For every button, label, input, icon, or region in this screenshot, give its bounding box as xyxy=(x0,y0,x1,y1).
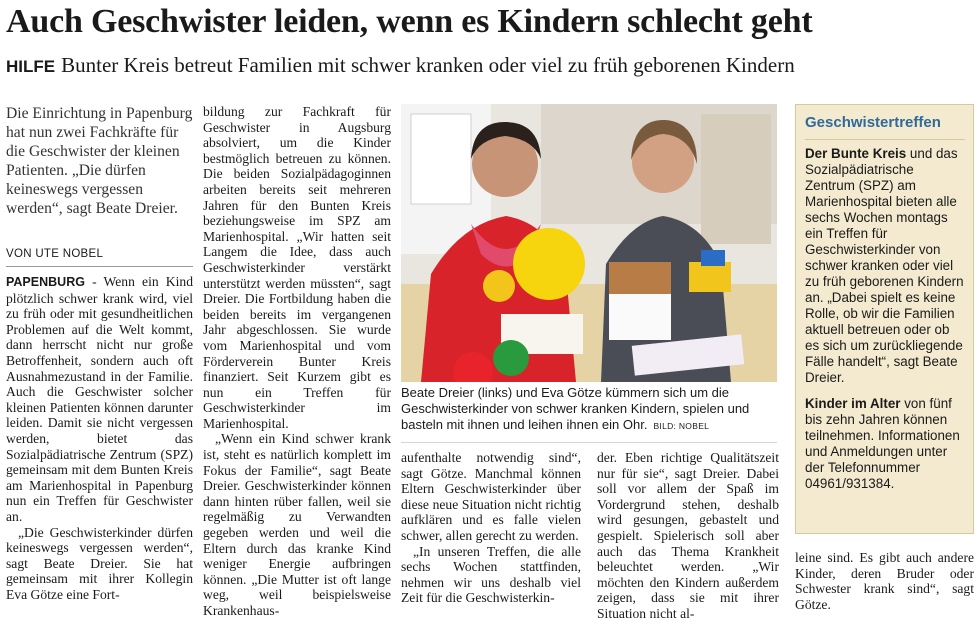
info-box xyxy=(795,104,974,534)
article-column-4 xyxy=(597,450,779,622)
intro-text: Die Einrichtung in Papenburg hat nun zwei Fachkräfte für die Geschwister der kleinen Patienten. „Die dürfen keineswegs vergessen werden“, sagt Beate Dreier. xyxy=(6,105,193,217)
info-box-lead-1: Der Bunte Kreis xyxy=(805,146,907,161)
article-column-5 xyxy=(795,550,974,612)
col3-paragraph-2: „In unseren Treffen, die alle sechs Wochen stattfinden, nehmen wir uns deshalb viel Zeit für die Geschwisterkin- xyxy=(401,543,581,606)
col3-paragraph-1: aufenthalte notwendig sind“, sagt Götze. Manchmal können Eltern Geschwisterkinder über diese neue Situation nicht richtig aufklären und es falle vielen schwer, allen gerecht zu werden. xyxy=(401,450,581,543)
info-box-text-2: von fünf bis zehn Jahren können teilnehmen. Informationen und Anmeldungen unter der Telefonnummer 04961/931384. xyxy=(805,396,960,491)
info-box-text-1: und das Sozialpädiatrische Zentrum (SPZ) am Marienhospital bieten alle sechs Wochen montags ein Treffen für Geschwisterkinder von schwer kranken oder viel zu früh geborenen Kindern an. „Dabei spielt es keine Rolle, ob wir die Familien aktuell betreuen oder ob es sich um zurückliegende Fälle handelt“, sagt Beate Dreier. xyxy=(805,146,964,385)
col2-paragraph-2: „Wenn ein Kind schwer krank ist, steht es natürlich komplett im Fokus der Familie“, sagt Beate Dreier. Geschwisterkinder können dann hinten rüber fallen, weil sie regelmäßig zu Verwandten gegeben werden und weil die Eltern durch das kranke Kind weniger Energie aufbringen können. „Die Mutter ist oft lange weg, weil beispielsweise Krankenhaus- xyxy=(203,431,391,618)
info-box-title: Geschwistertreffen xyxy=(805,115,965,140)
dateline: PAPENBURG xyxy=(6,275,85,289)
caption-divider xyxy=(401,442,777,443)
article-column-2 xyxy=(203,104,391,619)
subheadline-text: Bunter Kreis betreut Familien mit schwer kranken oder viel zu früh geborenen Kindern xyxy=(61,53,795,77)
article-photo xyxy=(401,104,777,382)
photo-illustration xyxy=(401,104,777,382)
info-box-lead-2: Kinder im Alter xyxy=(805,396,901,411)
photo-credit: BILD: NOBEL xyxy=(653,421,710,431)
caption-text: Beate Dreier (links) und Eva Götze kümmern sich um die Geschwisterkinder von schwer kranken Kindern, spielen und basteln mit ihnen und leihen ihnen ein Ohr. xyxy=(401,385,750,432)
col1-paragraph-1: - Wenn ein Kind plötzlich schwer krank wird, viel zu früh oder mit gesundheitlichen Problemen auf die Welt kommt, dann herrscht nicht nur große Betroffenheit, sondern auch oft Ausnahmezustand in der Familie. Auch die Geschwister solcher kleinen Patienten können darunter leiden. Damit sie nicht vergessen werden, bietet das Sozialpädiatrische Zentrum (SPZ) gemeinsam mit dem Bunten Kreis am Marienhospital in Papenburg nun ein Treffen für Geschwister an. xyxy=(6,274,193,524)
subheadline xyxy=(6,52,974,80)
col4-paragraph-1: der. Eben richtige Qualitätszeit nur für sie“, sagt Dreier. Dabei soll vor allem der Spaß im Vordergrund stehen, deshalb wird gesungen, gebastelt und gespielt. Spielerisch soll aber auch das Thema Krankheit beleuchtet werden. „Wir möchten den Kindern außerdem zeigen, dass sie mit ihrer Situation nicht al- xyxy=(597,450,779,621)
byline: VON UTE NOBEL xyxy=(6,248,104,260)
kicker-label: HILFE xyxy=(6,57,56,76)
article-column-3 xyxy=(401,450,581,606)
article-column-1 xyxy=(6,274,193,602)
col1-paragraph-2: „Die Geschwisterkinder dürfen keineswegs vergessen werden“, sagt Beate Dreier. Sie hat gemeinsam mit ihrer Kollegin Eva Götze eine Fort- xyxy=(6,524,193,602)
col2-paragraph-1: bildung zur Fachkraft für Geschwister in Augsburg absolviert, um die Kinder bestmöglich betreuen zu können. Die beiden Sozialpädagoginnen arbeiten bereits seit mehreren Jahren für den Bunten Kreis beziehungsweise im SPZ am Marienhospital. „Wir hatten seit Langem die Idee, dass auch Geschwisterkinder verstärkt unterstützt werden müssten“, sagt Dreier. Die Fortbildung haben die beiden bereits im vergangenen Jahr abgeschlossen. Sie wurde vom Marienhospital und vom Förderverein Bunter Kreis finanziert. Seit Kurzem gibt es nun ein Treffen für Geschwisterkinder im Marienhospital. xyxy=(203,104,391,431)
byline-divider xyxy=(6,266,193,267)
col5-paragraph-1: leine sind. Es gibt auch andere Kinder, deren Bruder oder Schwester krank sind“, sagt Götze. xyxy=(795,550,974,612)
headline: Auch Geschwister leiden, wenn es Kindern schlecht geht xyxy=(6,3,813,40)
photo-caption xyxy=(401,385,777,434)
info-box-paragraph-1 xyxy=(805,146,965,386)
info-box-paragraph-2 xyxy=(805,396,965,492)
